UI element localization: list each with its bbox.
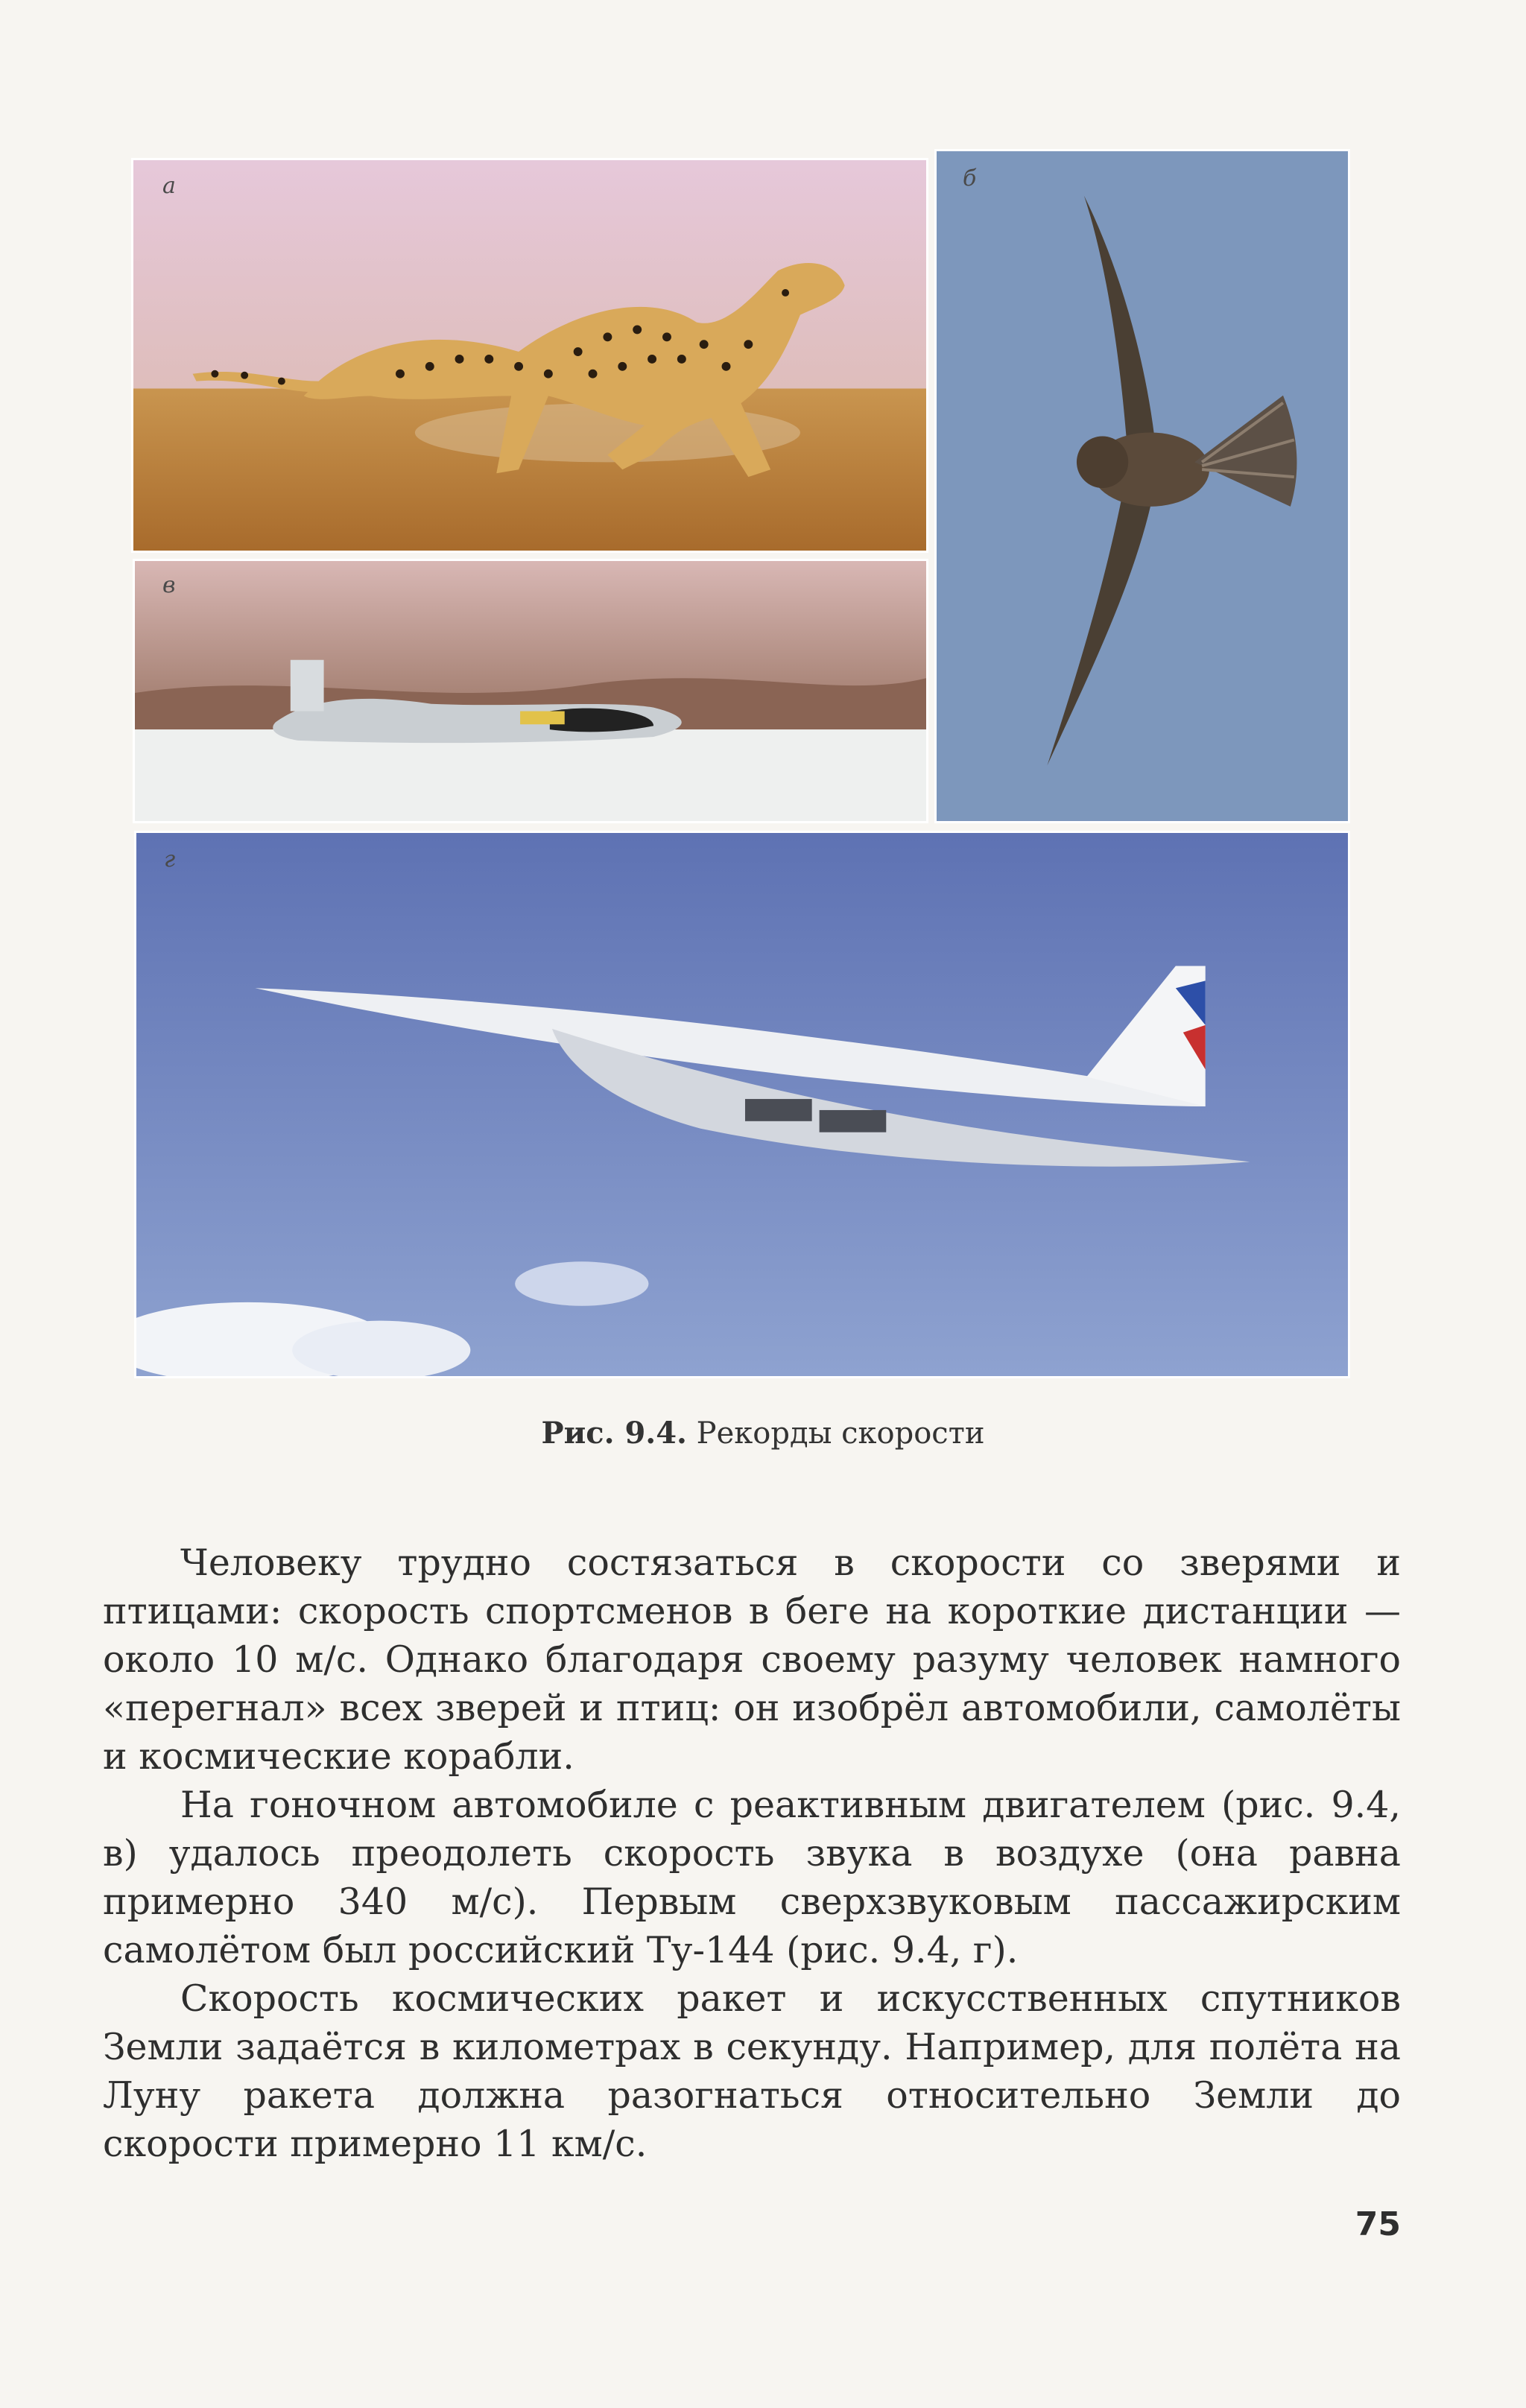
paragraph: На гоночном автомобиле с реактивным двигателем (рис. 9.4, в) удалось преодолеть скорость звука в воздухе (она равна примерно 340 м/с). Первым сверхзвуковым пассажирским самолётом был российский Ту-144 (рис. 9.4, г). bbox=[103, 1784, 1401, 1971]
falcon-icon bbox=[937, 151, 1348, 821]
panel-letter-a: а bbox=[162, 173, 176, 199]
page-number: 75 bbox=[1355, 2205, 1401, 2243]
jet-car-icon bbox=[135, 561, 926, 821]
body-text bbox=[103, 1539, 1401, 2168]
falcon-photo bbox=[934, 149, 1350, 823]
figure-caption-text: Рекорды скорости bbox=[686, 1416, 985, 1451]
cheetah-photo bbox=[131, 158, 928, 553]
paragraph: Человеку трудно состязаться в скорости со зверями и птицами: скорость спортсменов в беге на короткие дистанции — около 10 м/с. Однако благодаря своему разуму человек намного «перегнал» всех зверей и птиц: он изобрёл автомобили, самолёты и космические корабли. bbox=[103, 1542, 1401, 1778]
figure-label: Рис. 9.4. bbox=[541, 1416, 687, 1451]
cheetah-icon bbox=[133, 160, 926, 551]
figure-caption bbox=[0, 1416, 1526, 1451]
paragraph: Скорость космических ракет и искусственных спутников Земли задаётся в километрах в секунду. Например, для полёта на Луну ракета должна разогнаться относительно Земли до скорости примерно 11 км/с. bbox=[103, 1977, 1401, 2165]
tu144-plane-icon bbox=[136, 833, 1348, 1376]
tu144-plane-photo bbox=[134, 831, 1350, 1378]
panel-letter-b: б bbox=[963, 165, 977, 191]
jet-car-photo bbox=[133, 559, 928, 823]
panel-letter-g: г bbox=[164, 846, 176, 872]
panel-letter-v: в bbox=[162, 572, 176, 598]
